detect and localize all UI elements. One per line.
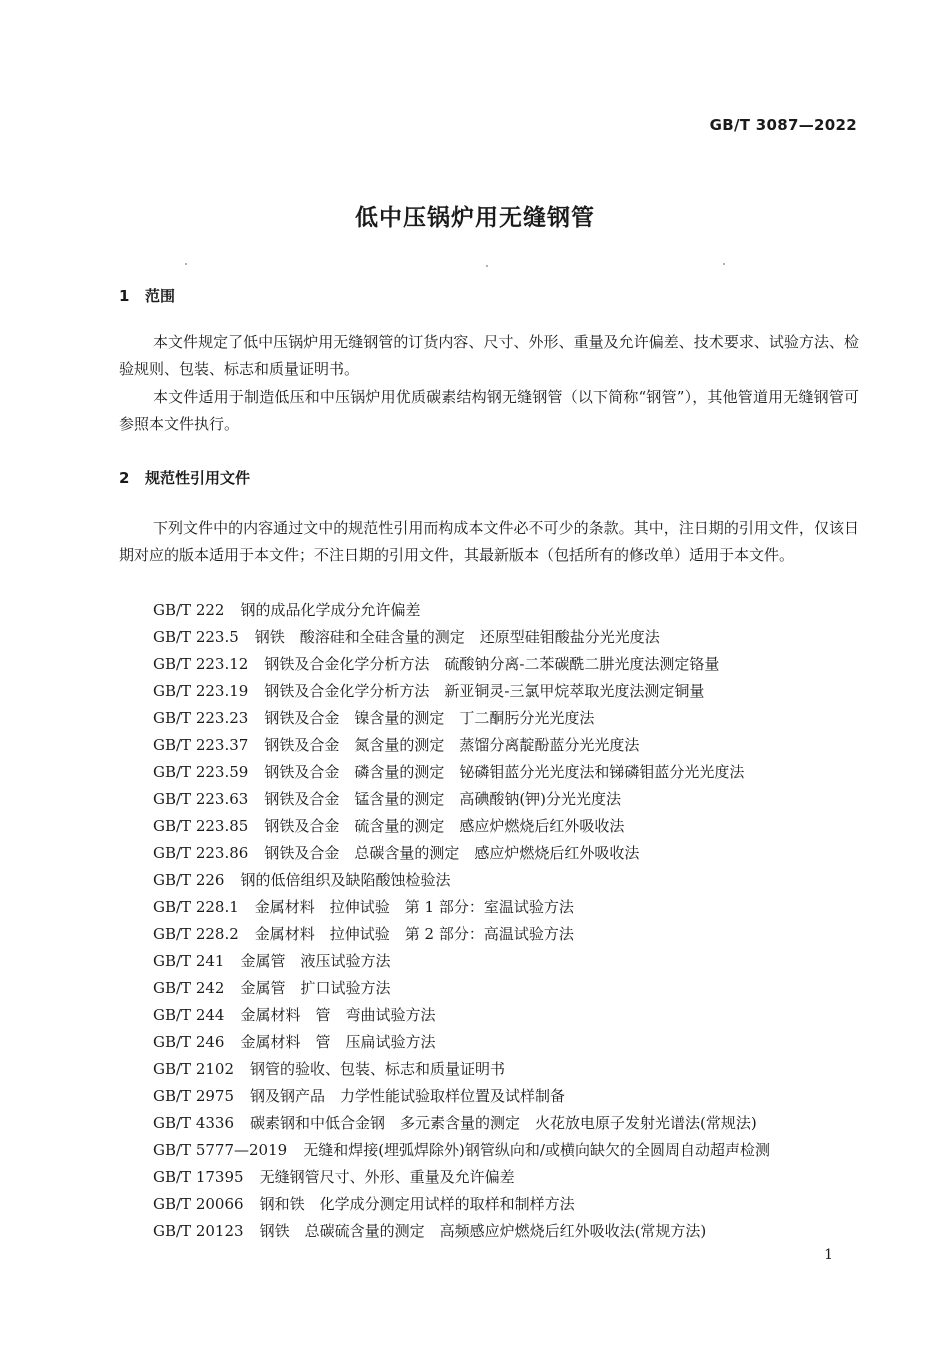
reference-title: 金属管 液压试验方法 xyxy=(240,952,391,970)
reference-title: 钢的成品化学成分允许偏差 xyxy=(240,601,421,619)
reference-item xyxy=(153,1083,873,1110)
reference-item xyxy=(153,867,873,894)
scope-paragraph-2: 本文件适用于制造低压和中压锅炉用优质碳素结构钢无缝钢管（以下简称“钢管”），其他管道用无缝钢管可参照本文件执行。 xyxy=(119,388,859,433)
reference-code: GB/T 223.59 xyxy=(153,763,249,781)
reference-code: GB/T 241 xyxy=(153,952,225,970)
reference-code: GB/T 228.2 xyxy=(153,925,239,943)
reference-code: GB/T 2102 xyxy=(153,1060,235,1078)
reference-code: GB/T 2975 xyxy=(153,1087,235,1105)
reference-title: 钢铁及合金化学分析方法 新亚铜灵-三氯甲烷萃取光度法测定铜量 xyxy=(264,682,705,700)
reference-code: GB/T 242 xyxy=(153,979,225,997)
reference-item xyxy=(153,840,873,867)
reference-item xyxy=(153,1191,873,1218)
scan-speck xyxy=(185,263,187,265)
reference-code: GB/T 244 xyxy=(153,1006,225,1024)
reference-title: 钢铁 酸溶硅和全硅含量的测定 还原型硅钼酸盐分光光度法 xyxy=(254,628,660,646)
document-title: 低中压锅炉用无缝钢管 xyxy=(355,205,595,231)
reference-title: 钢管的验收、包装、标志和质量证明书 xyxy=(250,1060,506,1078)
reference-code: GB/T 223.63 xyxy=(153,790,249,808)
reference-title: 金属材料 拉伸试验 第 2 部分：高温试验方法 xyxy=(254,925,574,943)
reference-item xyxy=(153,678,873,705)
section-title: 范围 xyxy=(145,287,176,305)
reference-code: GB/T 223.19 xyxy=(153,682,249,700)
reference-item xyxy=(153,597,873,624)
reference-code: GB/T 20123 xyxy=(153,1222,244,1240)
reference-item xyxy=(153,894,873,921)
reference-code: GB/T 17395 xyxy=(153,1168,244,1186)
references-intro-paragraph: 下列文件中的内容通过文中的规范性引用而构成本文件必不可少的条款。其中，注日期的引用文件，仅该日期对应的版本适用于本文件；不注日期的引用文件，其最新版本（包括所有的修改单）适用于本文件。 xyxy=(119,519,859,564)
reference-title: 钢铁及合金 镍含量的测定 丁二酮肟分光光度法 xyxy=(264,709,595,727)
reference-title: 钢铁及合金 硫含量的测定 感应炉燃烧后红外吸收法 xyxy=(264,817,625,835)
standard-number: GB/T 3087—2022 xyxy=(709,116,857,134)
reference-title: 钢的低倍组织及缺陷酸蚀检验法 xyxy=(240,871,451,889)
reference-item xyxy=(153,1218,873,1245)
reference-code: GB/T 223.23 xyxy=(153,709,249,727)
section-heading-normative-references xyxy=(119,467,250,488)
reference-title: 碳素钢和中低合金钢 多元素含量的测定 火花放电原子发射光谱法(常规法) xyxy=(250,1114,757,1132)
reference-item xyxy=(153,786,873,813)
reference-item xyxy=(153,624,873,651)
reference-list xyxy=(153,597,873,1245)
reference-title: 钢铁 总碳硫含量的测定 高频感应炉燃烧后红外吸收法(常规方法) xyxy=(259,1222,707,1240)
reference-title: 钢铁及合金 氮含量的测定 蒸馏分离靛酚蓝分光光度法 xyxy=(264,736,640,754)
reference-title: 无缝和焊接(埋弧焊除外)钢管纵向和/或横向缺欠的全圆周自动超声检测 xyxy=(303,1141,770,1159)
reference-item xyxy=(153,1110,873,1137)
reference-item xyxy=(153,759,873,786)
reference-item xyxy=(153,813,873,840)
reference-code: GB/T 223.12 xyxy=(153,655,249,673)
reference-code: GB/T 226 xyxy=(153,871,225,889)
reference-title: 金属材料 管 弯曲试验方法 xyxy=(240,1006,436,1024)
reference-item xyxy=(153,1029,873,1056)
reference-item xyxy=(153,651,873,678)
reference-item xyxy=(153,705,873,732)
reference-code: GB/T 246 xyxy=(153,1033,225,1051)
reference-title: 金属管 扩口试验方法 xyxy=(240,979,391,997)
section-number: 2 xyxy=(119,469,130,487)
reference-code: GB/T 5777—2019 xyxy=(153,1141,288,1159)
reference-item xyxy=(153,1164,873,1191)
reference-item xyxy=(153,732,873,759)
reference-code: GB/T 4336 xyxy=(153,1114,235,1132)
page-number: 1 xyxy=(824,1247,833,1263)
reference-title: 钢及钢产品 力学性能试验取样位置及试样制备 xyxy=(250,1087,566,1105)
reference-title: 无缝钢管尺寸、外形、重量及允许偏差 xyxy=(259,1168,515,1186)
reference-title: 金属材料 管 压扁试验方法 xyxy=(240,1033,436,1051)
reference-item xyxy=(153,975,873,1002)
reference-title: 钢铁及合金 磷含量的测定 铋磷钼蓝分光光度法和锑磷钼蓝分光光度法 xyxy=(264,763,745,781)
reference-title: 钢铁及合金 锰含量的测定 高碘酸钠(钾)分光光度法 xyxy=(264,790,622,808)
reference-item xyxy=(153,1056,873,1083)
reference-title: 钢铁及合金化学分析方法 硫酸钠分离-二苯碳酰二肼光度法测定铬量 xyxy=(264,655,720,673)
section-heading-scope xyxy=(119,285,175,306)
reference-code: GB/T 223.86 xyxy=(153,844,249,862)
reference-title: 钢铁及合金 总碳含量的测定 感应炉燃烧后红外吸收法 xyxy=(264,844,640,862)
reference-item xyxy=(153,1002,873,1029)
reference-item xyxy=(153,921,873,948)
reference-code: GB/T 222 xyxy=(153,601,225,619)
scope-paragraph-1: 本文件规定了低中压锅炉用无缝钢管的订货内容、尺寸、外形、重量及允许偏差、技术要求、试验方法、检验规则、包装、标志和质量证明书。 xyxy=(119,333,859,378)
reference-code: GB/T 223.37 xyxy=(153,736,249,754)
section-title: 规范性引用文件 xyxy=(145,469,251,487)
section-number: 1 xyxy=(119,287,130,305)
reference-title: 钢和铁 化学成分测定用试样的取样和制样方法 xyxy=(259,1195,575,1213)
reference-item xyxy=(153,1137,873,1164)
scan-speck xyxy=(486,265,488,267)
reference-title: 金属材料 拉伸试验 第 1 部分：室温试验方法 xyxy=(254,898,574,916)
reference-code: GB/T 223.85 xyxy=(153,817,249,835)
reference-code: GB/T 228.1 xyxy=(153,898,239,916)
reference-code: GB/T 223.5 xyxy=(153,628,239,646)
reference-item xyxy=(153,948,873,975)
scan-speck xyxy=(723,263,725,265)
reference-code: GB/T 20066 xyxy=(153,1195,244,1213)
